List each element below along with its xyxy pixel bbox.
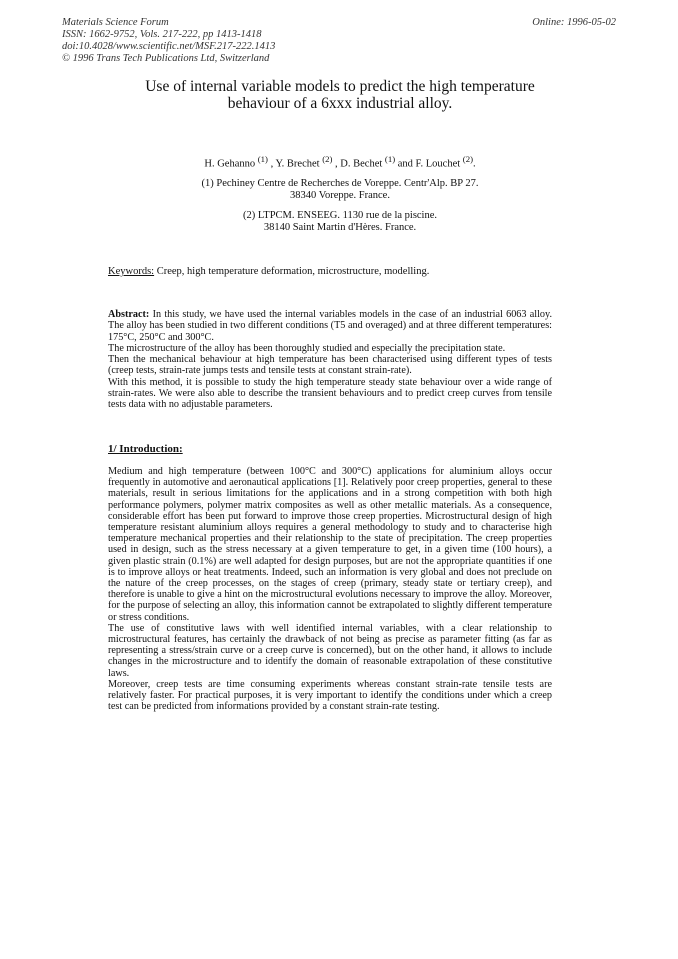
abstract-paragraph-4: With this method, it is possible to study the high temperature steady state behaviour over a wide range of strain-rates. We were also able to describe the transient behaviours and to predict creep curves from tensile tests data with no adjustable parameters. — [108, 376, 552, 411]
issn-line: ISSN: 1662-9752, Vols. 217-222, pp 1413-1418 — [62, 29, 262, 40]
author-list — [100, 154, 580, 170]
paper-title — [90, 78, 590, 112]
introduction-heading: 1/ Introduction: — [108, 443, 183, 455]
introduction-paragraph-1: Medium and high temperature (between 100°C and 300°C) applications for aluminium alloys occur frequently in automotive and aeronautical applications [1]. Relatively poor creep properties, general to these materials, result in serious limitations for the applications and in a strong competition with both high performance polymers, polymer matrix composites as well as other metallic materials. As a consequence, considerable effort has been put forward to improve those creep properties. Microstructural design of high temperature resistant aluminium alloys requires a general methodology to study and to characterise high temperature mechanical properties and their relationship to the state of precipitation. The creep properties used in design, such as the stress necessary at a given temperature to get, in a given time (100 hours), a given plastic strain (0.1%) are well adapted for design purposes, but are not the appropriate quantities if one is to improve alloys or heat treatments. Indeed, such an information is very global and does not preclude on the nature of the creep processes, on the stages of creep (primary, steady state or tertiary creep), and therefore is unable to give a hint on the microstructural evolutions necessary to improve the alloy. Moreover, for the purpose of selecting an alloy, this information cannot be extrapolated to slightly different temperature or stress conditions. — [108, 466, 552, 623]
affiliation-2 — [100, 210, 580, 234]
title-line-1: Use of internal variable models to predict the high temperature — [145, 78, 535, 95]
journal-name: Materials Science Forum — [62, 17, 169, 28]
author-list-end: . — [473, 158, 476, 170]
author-4-affiliation: (2) — [462, 154, 473, 164]
introduction-paragraph-2: The use of constitutive laws with well identified internal variables, with a clear relationship to microstructural features, has certainly the drawback of not being as precise as parameter fitting (as far as representing a stress/strain curve or a creep curve is concerned), but on the other hand, it allows to include changes in the microstructure and to identify the domain of reasonable extrapolation of these constitutive laws. — [108, 622, 552, 679]
publication-metadata — [62, 17, 275, 65]
abstract-text-1: In this study, we have used the internal variables models in the case of an industrial 6063 alloy. The alloy has been studied in two different conditions (T5 and overaged) and at three different temperatures: 175°C, 250°C and 300°C. — [108, 309, 552, 343]
introduction-paragraph-3: Moreover, creep tests are time consuming experiments whereas constant strain-rate tensile tests are relatively faster. For practical purposes, it is very important to identify the conditions under which a creep test can be predicted from informations provided by a constant strain-rate testing. — [108, 678, 552, 713]
copyright-line: © 1996 Trans Tech Publications Ltd, Switzerland — [62, 53, 270, 64]
author-2: , Y. Brechet — [270, 158, 320, 170]
author-4: and F. Louchet — [397, 158, 461, 170]
abstract-label: Abstract: — [108, 309, 150, 320]
author-3-affiliation: (1) — [384, 154, 396, 164]
keywords-text: Creep, high temperature deformation, microstructure, modelling. — [154, 266, 430, 277]
introduction-body — [108, 466, 552, 712]
title-line-2: behaviour of a 6xxx industrial alloy. — [227, 95, 453, 112]
online-date: Online: 1996-05-02 — [532, 17, 616, 28]
abstract-paragraph-1 — [108, 309, 552, 343]
affiliation-2-line-2: 38140 Saint Martin d'Hères. France. — [263, 222, 417, 233]
affiliation-1-line-2: 38340 Voreppe. France. — [290, 190, 390, 201]
keywords — [108, 266, 429, 277]
abstract-paragraph-3: Then the mechanical behaviour at high temperature has been characterised using different types of tests (creep tests, strain-rate jumps tests and tensile tests at constant strain-rate). — [108, 354, 552, 377]
affiliation-1 — [100, 178, 580, 202]
affiliation-2-line-1: (2) LTPCM. ENSEEG. 1130 rue de la piscine. — [242, 210, 438, 221]
doi-line: doi:10.4028/www.scientific.net/MSF.217-222.1413 — [62, 41, 276, 52]
abstract — [108, 309, 552, 411]
author-1-affiliation: (1) — [257, 154, 268, 164]
author-2-affiliation: (2) — [322, 154, 333, 164]
author-1: H. Gehanno — [204, 158, 256, 170]
keywords-label: Keywords: — [108, 266, 155, 277]
abstract-paragraph-2: The microstructure of the alloy has been thoroughly studied and especially the precipitation state. — [108, 342, 506, 354]
affiliation-1-line-1: (1) Pechiney Centre de Recherches de Voreppe. Centr'Alp. BP 27. — [201, 178, 479, 189]
author-3: , D. Bechet — [335, 158, 383, 170]
